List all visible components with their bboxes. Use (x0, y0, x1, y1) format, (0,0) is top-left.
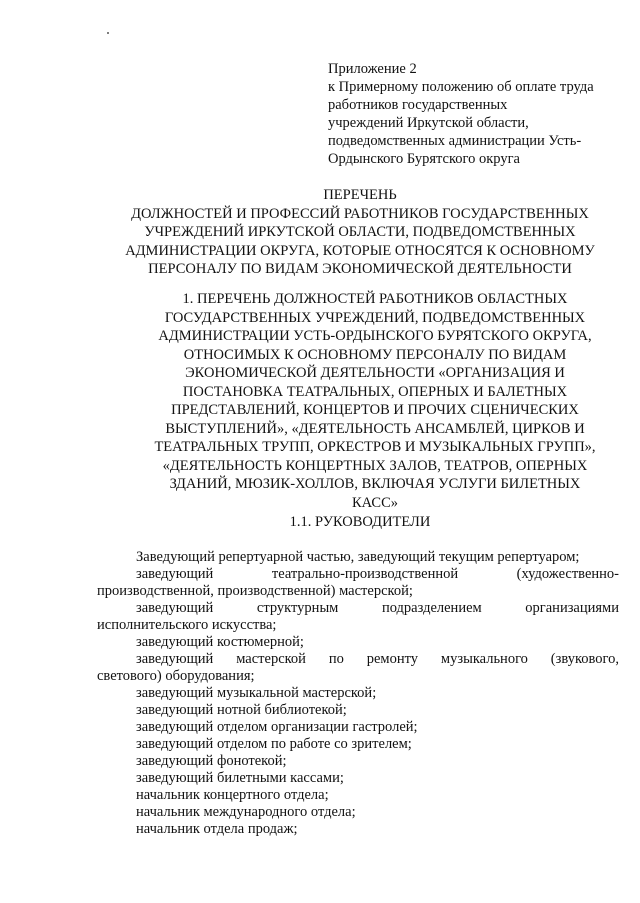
word: (художественно- (516, 566, 619, 582)
list-item-continuation: исполнительского искусства; (97, 617, 277, 633)
section-line: «ДЕЯТЕЛЬНОСТЬ КОНЦЕРТНЫХ ЗАЛОВ, ТЕАТРОВ, ОПЕРНЫХ (162, 457, 588, 474)
list-item-justified (97, 600, 619, 617)
list-item: заведующий нотной библиотекой; (136, 702, 347, 718)
word: заведующий (136, 566, 214, 582)
list-item: заведующий костюмерной; (136, 634, 304, 650)
word: организациями (525, 600, 619, 616)
section-line: ГОСУДАРСТВЕННЫХ УЧРЕЖДЕНИЙ, ПОДВЕДОМСТВЕННЫХ (164, 309, 586, 326)
appendix-line: учреждений Иркутской области, (328, 115, 529, 131)
word: музыкального (440, 651, 528, 667)
title-line: АДМИНИСТРАЦИИ ОКРУГА, КОТОРЫЕ ОТНОСЯТСЯ К ОСНОВНОМУ (125, 242, 595, 259)
word: заведующий (136, 600, 214, 616)
title-line: УЧРЕЖДЕНИЙ ИРКУТСКОЙ ОБЛАСТИ, ПОДВЕДОМСТВЕННЫХ (144, 224, 576, 240)
scan-speck (107, 32, 109, 34)
list-item: заведующий отделом организации гастролей; (136, 719, 418, 735)
section-line: ТЕАТРАЛЬНЫХ ТРУПП, ОРКЕСТРОВ И МУЗЫКАЛЬНЫХ ГРУПП», (154, 439, 596, 455)
list-item-continuation: светового) оборудования; (97, 668, 255, 684)
appendix-line: к Примерному положению об оплате труда (328, 79, 594, 95)
list-item-justified (97, 566, 619, 583)
appendix-line: работников государственных (328, 97, 508, 113)
section-line: ПРЕДСТАВЛЕНИЙ, КОНЦЕРТОВ И ПРОЧИХ СЦЕНИЧЕСКИХ (171, 402, 579, 418)
list-item-continuation: производственной, производственной) мастерской; (97, 583, 413, 599)
list-item-justified (97, 651, 619, 668)
word: заведующий (136, 651, 214, 667)
title-line: ПЕРЕЧЕНЬ (323, 187, 397, 203)
word: подразделением (381, 600, 482, 616)
list-item: начальник международного отдела; (136, 804, 356, 820)
list-item: Заведующий репертуарной частью, заведующий текущим репертуаром; (136, 549, 580, 565)
document-title (100, 186, 620, 279)
appendix-line: подведомственных администрации Усть- (328, 133, 582, 149)
word: мастерской (236, 651, 306, 667)
title-line: ДОЛЖНОСТЕЙ И ПРОФЕССИЙ РАБОТНИКОВ ГОСУДАРСТВЕННЫХ (131, 205, 589, 222)
section-line: ОТНОСИМЫХ К ОСНОВНОМУ ПЕРСОНАЛУ ПО ВИДАМ (183, 346, 567, 363)
position-list (97, 549, 619, 838)
section-line: КАСС» (351, 494, 398, 511)
list-item: заведующий отделом по работе со зрителем; (136, 736, 412, 752)
appendix-note (328, 60, 628, 168)
section-line: АДМИНИСТРАЦИИ УСТЬ-ОРДЫНСКОГО БУРЯТСКОГО ОКРУГА, (158, 328, 592, 344)
list-item: заведующий музыкальной мастерской; (136, 685, 377, 701)
subsection-heading: 1.1. РУКОВОДИТЕЛИ (289, 514, 431, 530)
section-line: ПОСТАНОВКА ТЕАТРАЛЬНЫХ, ОПЕРНЫХ И БАЛЕТНЫХ (182, 383, 568, 400)
list-item: заведующий билетными кассами; (136, 770, 344, 786)
appendix-line: Приложение 2 (328, 61, 417, 77)
word: театрально-производственной (271, 566, 459, 582)
list-item: заведующий фонотекой; (136, 753, 287, 769)
word: структурным (256, 600, 339, 616)
word: (звукового, (550, 651, 619, 667)
list-item: начальник отдела продаж; (136, 821, 298, 837)
word: по (328, 651, 344, 667)
section-line: 1. ПЕРЕЧЕНЬ ДОЛЖНОСТЕЙ РАБОТНИКОВ ОБЛАСТНЫХ (182, 291, 568, 307)
list-item: начальник концертного отдела; (136, 787, 329, 803)
appendix-line: Ордынского Бурятского округа (328, 151, 520, 167)
section-line: ВЫСТУПЛЕНИЙ», «ДЕЯТЕЛЬНОСТЬ АНСАМБЛЕЙ, ЦИРКОВ И (165, 420, 585, 437)
title-line: ПЕРСОНАЛУ ПО ВИДАМ ЭКОНОМИЧЕСКОЙ ДЕЯТЕЛЬНОСТИ (148, 261, 572, 277)
section-line: ЭКОНОМИЧЕСКОЙ ДЕЯТЕЛЬНОСТИ «ОРГАНИЗАЦИЯ И (185, 365, 565, 381)
section-line: ЗДАНИЙ, МЮЗИК-ХОЛЛОВ, ВКЛЮЧАЯ УСЛУГИ БИЛЕТНЫХ (169, 476, 581, 492)
section-heading (130, 290, 620, 512)
word: ремонту (366, 651, 419, 667)
